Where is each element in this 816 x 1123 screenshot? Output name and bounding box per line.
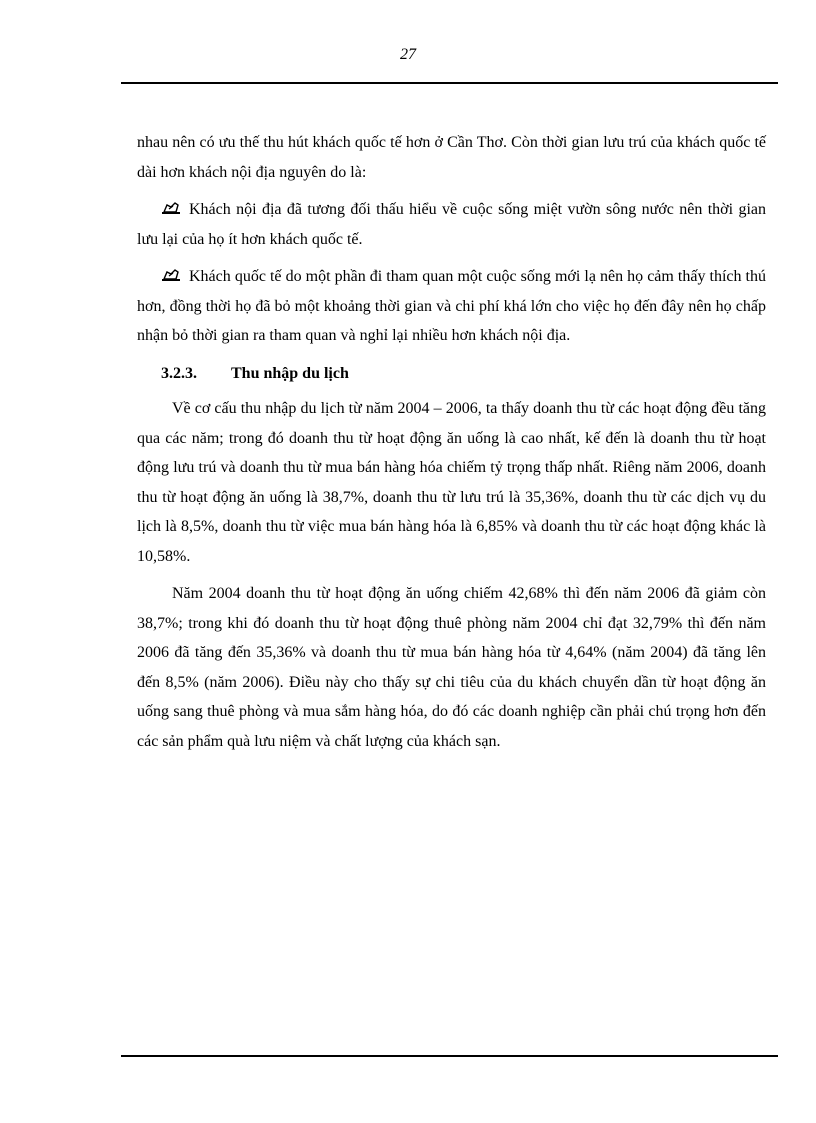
- page-number: 27: [400, 46, 416, 63]
- header-rule: [121, 82, 778, 84]
- bullet-item: [137, 262, 766, 351]
- bullet-item: [137, 195, 766, 254]
- body-paragraph: Năm 2004 doanh thu từ hoạt động ăn uống chiếm 42,68% thì đến năm 2006 đã giảm còn 38,7%; trong khi đó doanh thu từ hoạt động thuê phòng năm 2004 chỉ đạt 32,79% thì đến năm 2006 đã tăng đến 35,36% và doanh thu từ mua bán hàng hóa từ 4,64% (năm 2004) đã tăng lên đến 8,5% (năm 2006). Điều này cho thấy sự chi tiêu của du khách chuyển dần từ hoạt động ăn uống sang thuê phòng và mua sắm hàng hóa, do đó các doanh nghiệp cần phải chú trọng hơn đến các sản phẩm quà lưu niệm và chất lượng của khách sạn.: [137, 585, 766, 750]
- document-body: [137, 128, 766, 764]
- intro-paragraph: nhau nên có ưu thế thu hút khách quốc tế hơn ở Cần Thơ. Còn thời gian lưu trú của khách quốc tế dài hơn khách nội địa nguyên do là:: [137, 134, 766, 181]
- bullet-text: Khách nội địa đã tương đối thấu hiểu về cuộc sống miệt vườn sông nước nên thời gian lưu lại của họ ít hơn khách quốc tế.: [137, 201, 766, 248]
- section-title: Thu nhập du lịch: [231, 364, 349, 382]
- writing-hand-icon: [161, 268, 181, 282]
- writing-hand-icon: [161, 201, 181, 215]
- section-heading: [137, 359, 766, 389]
- section-number: 3.2.3.: [161, 364, 197, 382]
- bullet-text: Khách quốc tế do một phần đi tham quan một cuộc sống mới lạ nên họ cảm thấy thích thú hơn, đồng thời họ đã bỏ một khoảng thời gian và chi phí khá lớn cho việc họ đến đây nên họ chấp nhận bỏ thời gian ra tham quan và nghỉ lại nhiều hơn khách nội địa.: [137, 268, 766, 344]
- footer-rule: [121, 1055, 778, 1057]
- body-paragraph: Về cơ cấu thu nhập du lịch từ năm 2004 – 2006, ta thấy doanh thu từ các hoạt động đều tăng qua các năm; trong đó doanh thu từ hoạt động ăn uống là cao nhất, kế đến là doanh thu từ hoạt động lưu trú và doanh thu từ mua bán hàng hóa chiếm tỷ trọng thấp nhất. Riêng năm 2006, doanh thu từ hoạt động ăn uống là 38,7%, doanh thu từ lưu trú là 35,36%, doanh thu từ các dịch vụ du lịch là 8,5%, doanh thu từ việc mua bán hàng hóa là 6,85% và doanh thu từ các hoạt động khác là 10,58%.: [137, 400, 766, 565]
